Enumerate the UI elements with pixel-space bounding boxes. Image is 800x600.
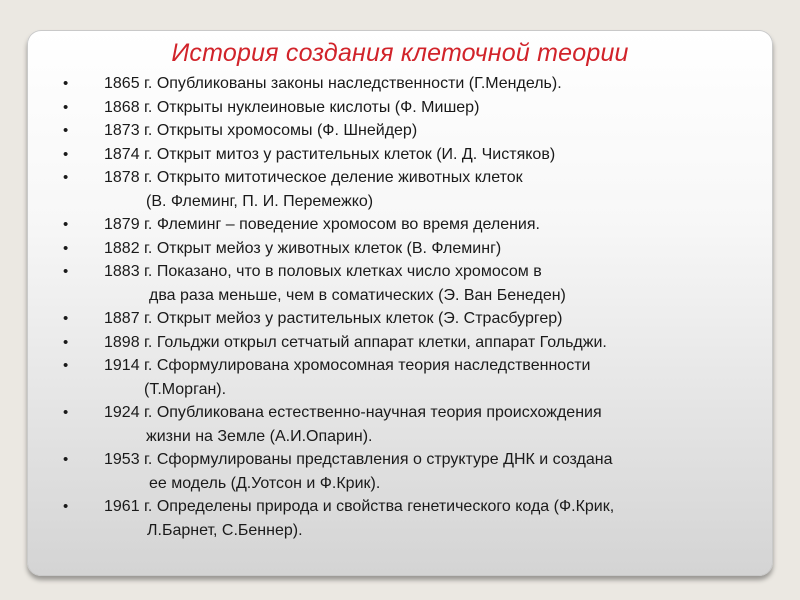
event-text: 1865 г. Опубликованы законы наследственности (Г.Мендель). (104, 75, 562, 92)
event-text-continuation: (В. Флеминг, П. И. Перемежко) (146, 192, 374, 210)
event-text: 1883 г. Показано, что в половых клетках число хромосом в (104, 263, 542, 280)
list-item (27, 119, 614, 143)
list-item (27, 72, 614, 96)
event-text: 1879 г. Флеминг – поведение хромосом во время деления. (104, 216, 540, 233)
event-text: 1868 г. Открыты нуклеиновые кислоты (Ф. Мишер) (104, 98, 480, 116)
list-item (27, 260, 614, 307)
bullet-icon: • (63, 498, 69, 515)
list-item (27, 331, 614, 355)
bullet-icon: • (63, 263, 69, 280)
list-item (27, 354, 614, 401)
event-text: 1961 г. Определены природа и свойства генетического кода (Ф.Крик, (104, 498, 615, 515)
bullet-icon: • (63, 404, 69, 421)
list-item (27, 495, 614, 542)
event-text: 1887 г. Открыт мейоз у растительных клеток (Э. Страсбургер) (104, 310, 563, 327)
slide-title: История создания клеточной теории (171, 39, 629, 67)
event-text-continuation: два раза меньше, чем в соматических (Э. Ван Бенеден) (149, 286, 566, 304)
event-text: 1878 г. Открыто митотическое деление животных клеток (104, 169, 523, 186)
event-text: 1898 г. Гольджи открыл сетчатый аппарат клетки, аппарат Гольджи. (104, 333, 607, 351)
bullet-icon: • (63, 145, 69, 163)
bullet-icon: • (63, 75, 69, 92)
bullet-icon: • (63, 169, 69, 186)
bullet-icon: • (63, 310, 69, 327)
list-item (27, 166, 614, 213)
bullet-icon: • (63, 239, 69, 257)
event-text-continuation: жизни на Земле (А.И.Опарин). (146, 427, 373, 445)
bullet-icon: • (63, 122, 69, 139)
event-text-continuation: (Т.Морган). (144, 380, 227, 398)
slide-card (27, 30, 773, 576)
event-text: 1924 г. Опубликована естественно-научная теория происхождения (104, 404, 602, 421)
list-item (27, 96, 614, 120)
event-text-continuation: ее модель (Д.Уотсон и Ф.Крик). (149, 474, 381, 492)
event-text: 1874 г. Открыт митоз у растительных клеток (И. Д. Чистяков) (104, 145, 556, 163)
event-list (27, 72, 614, 542)
list-item (27, 307, 614, 331)
bullet-icon: • (63, 216, 69, 233)
event-text: 1882 г. Открыт мейоз у животных клеток (В. Флеминг) (104, 239, 502, 257)
bullet-icon: • (63, 451, 69, 468)
list-item (27, 213, 614, 237)
event-text: 1873 г. Открыты хромосомы (Ф. Шнейдер) (104, 122, 418, 139)
event-text: 1914 г. Сформулирована хромосомная теория наследственности (104, 357, 591, 374)
list-item (27, 237, 614, 261)
event-text: 1953 г. Сформулированы представления о структуре ДНК и создана (104, 451, 613, 468)
bullet-icon: • (63, 357, 69, 374)
list-item (27, 401, 614, 448)
bullet-icon: • (63, 98, 69, 116)
bullet-icon: • (63, 333, 69, 351)
list-item (27, 448, 614, 495)
list-item (27, 143, 614, 167)
event-text-continuation: Л.Барнет, С.Беннер). (147, 521, 303, 539)
